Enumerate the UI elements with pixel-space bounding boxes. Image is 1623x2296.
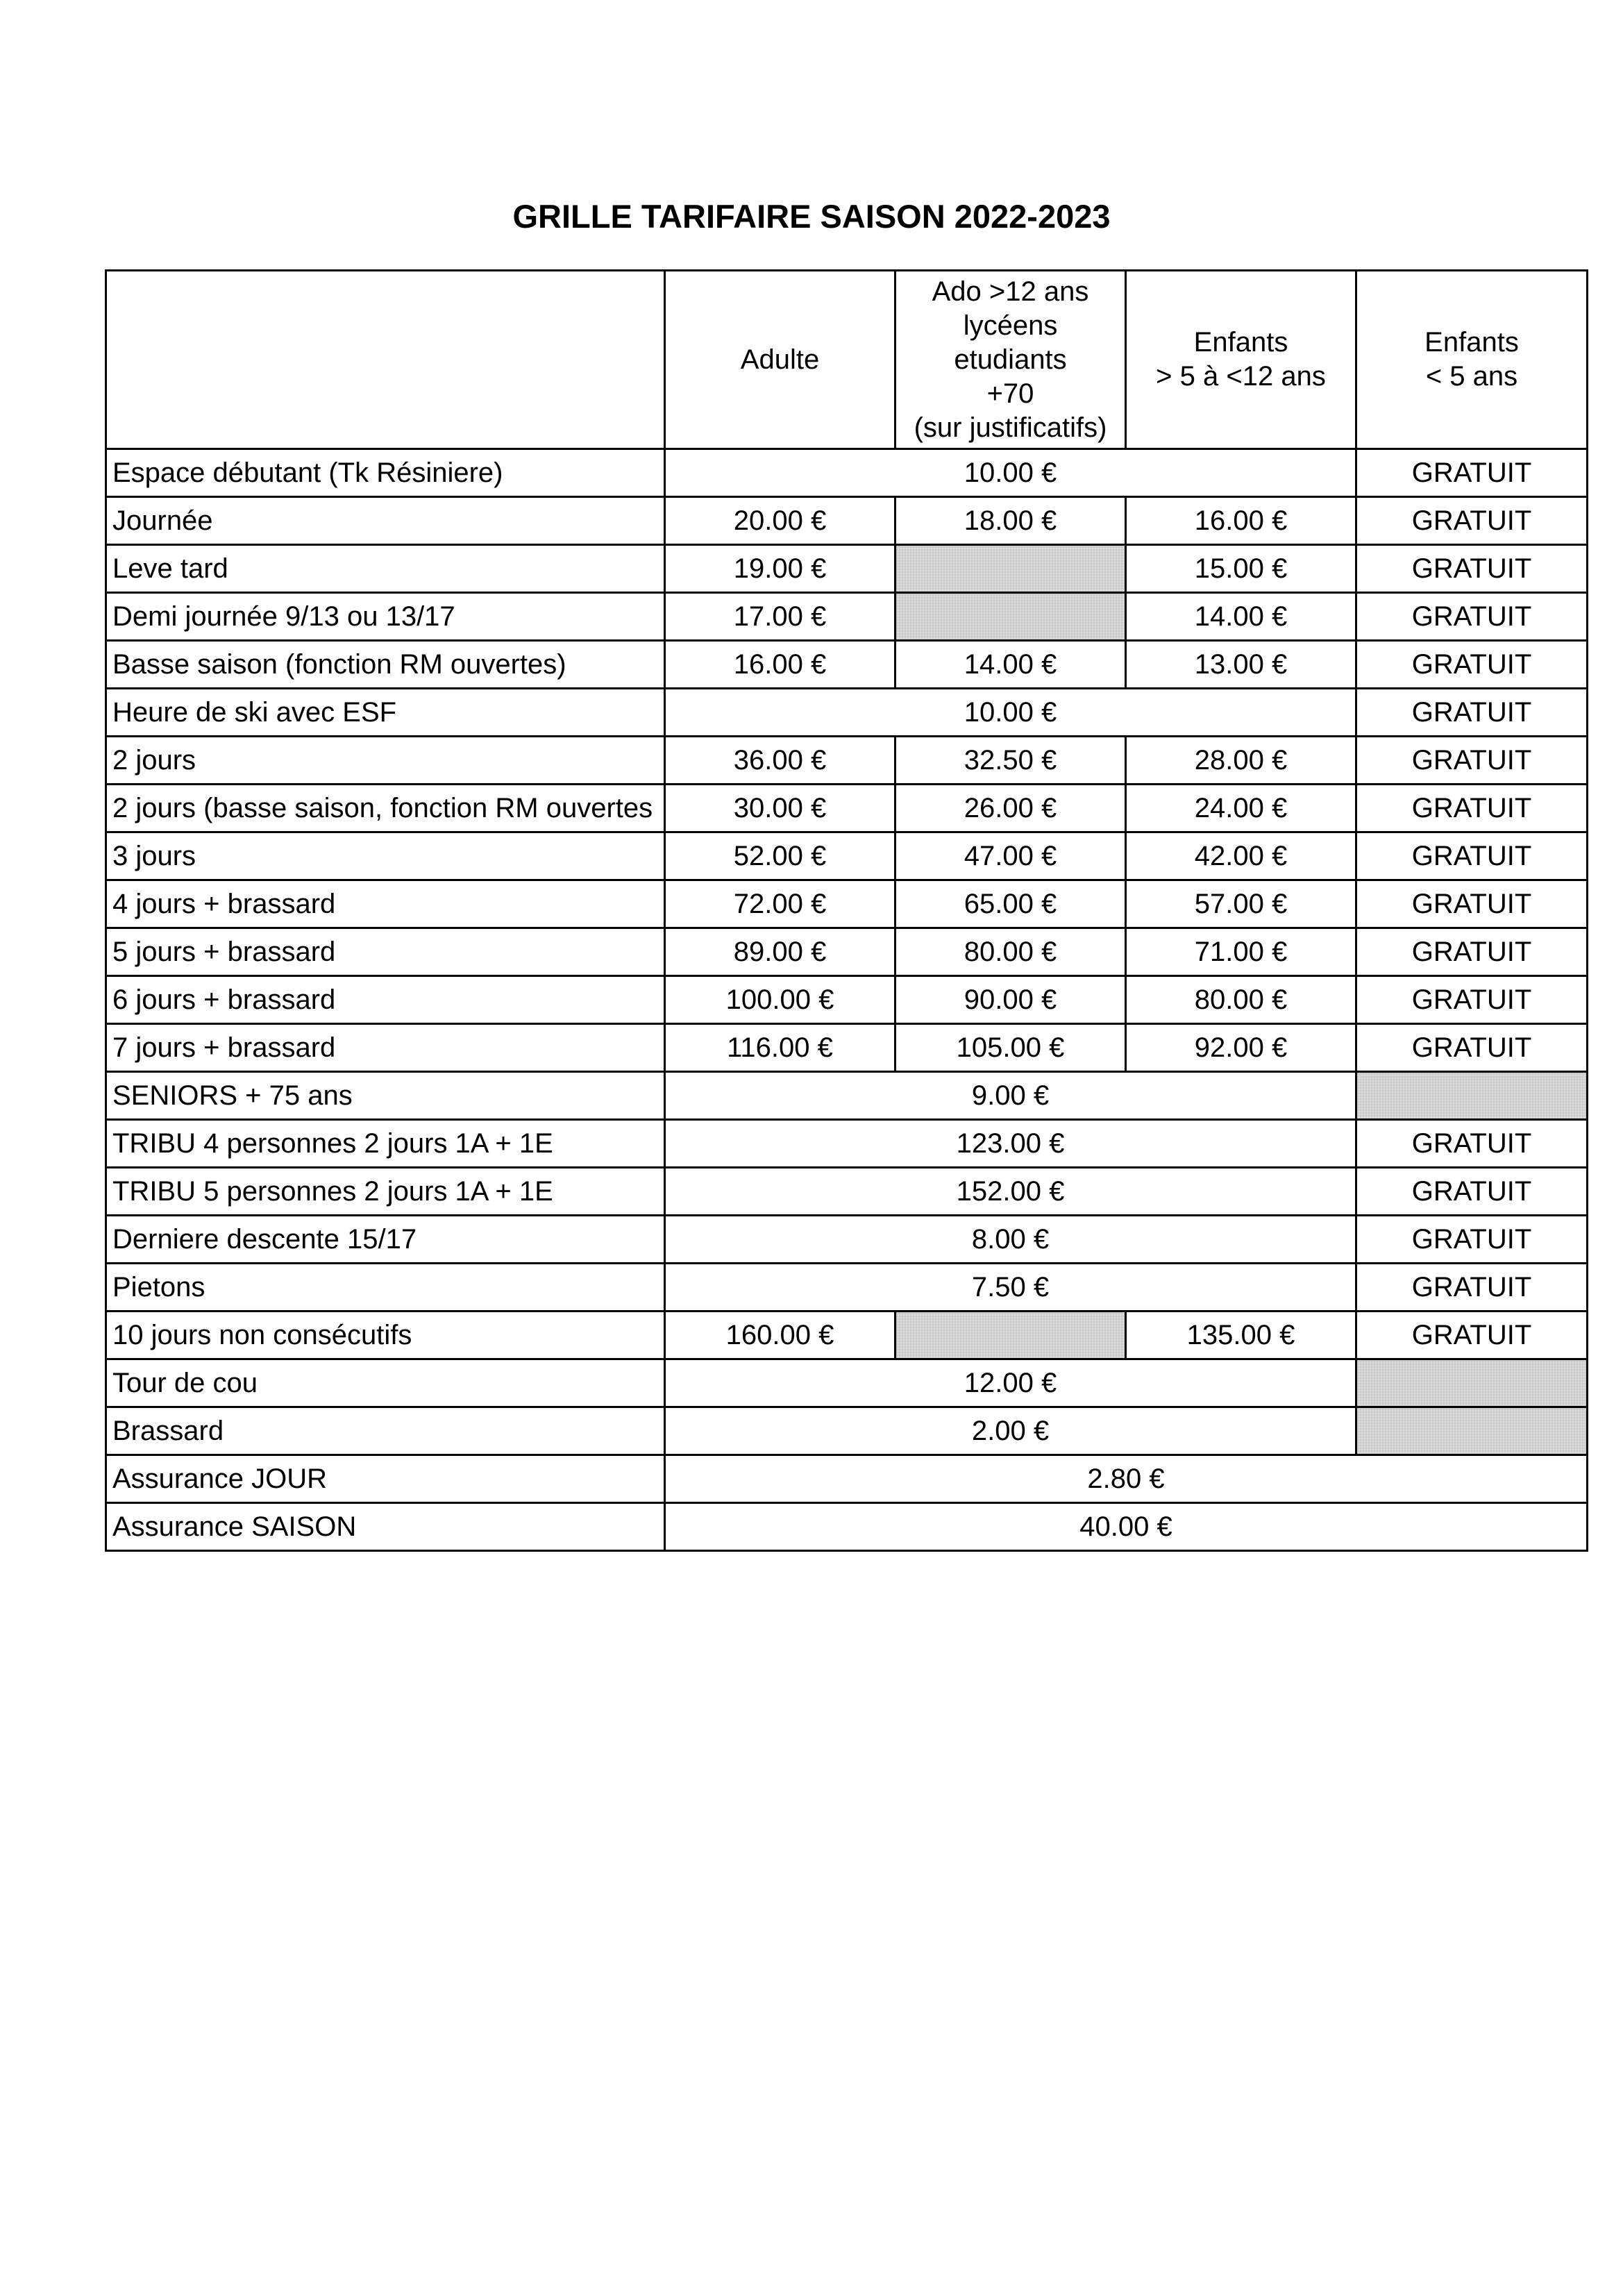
price-petits-unavailable [1356, 1072, 1588, 1120]
row-label: TRIBU 5 personnes 2 jours 1A + 1E [106, 1168, 665, 1216]
price-petits: GRATUIT [1356, 1216, 1588, 1264]
header-ado-line: +70 [986, 378, 1034, 409]
table-row [106, 737, 1588, 785]
row-label: Espace débutant (Tk Résiniere) [106, 449, 665, 497]
price-enfants: 24.00 € [1126, 785, 1356, 832]
table-row [106, 545, 1588, 593]
header-row [106, 271, 1588, 449]
table-row [106, 1120, 1588, 1168]
row-label: Journée [106, 497, 665, 545]
header-petits-line: < 5 ans [1425, 361, 1518, 392]
row-label: Heure de ski avec ESF [106, 689, 665, 737]
price-merged: 9.00 € [665, 1072, 1356, 1120]
price-petits: GRATUIT [1356, 785, 1588, 832]
price-table [105, 269, 1588, 1552]
price-adulte: 52.00 € [665, 832, 895, 880]
header-enfants [1126, 271, 1356, 449]
header-ado [895, 271, 1126, 449]
price-petits: GRATUIT [1356, 1312, 1588, 1359]
price-enfants: 14.00 € [1126, 593, 1356, 641]
row-label: Leve tard [106, 545, 665, 593]
table-row [106, 785, 1588, 832]
table-row [106, 497, 1588, 545]
price-merged: 152.00 € [665, 1168, 1356, 1216]
price-adulte: 19.00 € [665, 545, 895, 593]
page-title: GRILLE TARIFAIRE SAISON 2022-2023 [512, 198, 1111, 235]
price-ado: 18.00 € [895, 497, 1126, 545]
price-ado: 105.00 € [895, 1024, 1126, 1072]
price-petits: GRATUIT [1356, 1120, 1588, 1168]
row-label: Pietons [106, 1264, 665, 1312]
price-enfants: 135.00 € [1126, 1312, 1356, 1359]
table-row [106, 832, 1588, 880]
header-ado-line: Ado >12 ans [932, 276, 1089, 307]
header-petits-line: Enfants [1424, 327, 1519, 358]
price-ado: 65.00 € [895, 880, 1126, 928]
row-label: 4 jours + brassard [106, 880, 665, 928]
price-all: 2.80 € [665, 1455, 1588, 1503]
price-enfants: 71.00 € [1126, 928, 1356, 976]
price-ado: 14.00 € [895, 641, 1126, 689]
row-label: 5 jours + brassard [106, 928, 665, 976]
price-enfants: 92.00 € [1126, 1024, 1356, 1072]
table-row [106, 449, 1588, 497]
row-label: 7 jours + brassard [106, 1024, 665, 1072]
table-row [106, 1455, 1588, 1503]
price-petits: GRATUIT [1356, 832, 1588, 880]
price-ado: 32.50 € [895, 737, 1126, 785]
price-petits: GRATUIT [1356, 689, 1588, 737]
price-adulte: 30.00 € [665, 785, 895, 832]
price-merged: 10.00 € [665, 689, 1356, 737]
header-petits [1356, 271, 1588, 449]
price-petits: GRATUIT [1356, 449, 1588, 497]
price-petits: GRATUIT [1356, 497, 1588, 545]
price-adulte: 89.00 € [665, 928, 895, 976]
header-adulte: Adulte [665, 271, 895, 449]
table-row [106, 1216, 1588, 1264]
price-adulte: 20.00 € [665, 497, 895, 545]
price-petits-unavailable [1356, 1407, 1588, 1455]
row-label: 10 jours non consécutifs [106, 1312, 665, 1359]
price-adulte: 17.00 € [665, 593, 895, 641]
header-ado-line: (sur justificatifs) [914, 412, 1107, 443]
price-ado: 90.00 € [895, 976, 1126, 1024]
row-label: TRIBU 4 personnes 2 jours 1A + 1E [106, 1120, 665, 1168]
table-row [106, 1264, 1588, 1312]
price-ado: 47.00 € [895, 832, 1126, 880]
table-row [106, 593, 1588, 641]
row-label: Assurance SAISON [106, 1503, 665, 1551]
price-ado-unavailable [895, 593, 1126, 641]
price-petits: GRATUIT [1356, 593, 1588, 641]
header-empty [106, 271, 665, 449]
price-adulte: 160.00 € [665, 1312, 895, 1359]
price-petits: GRATUIT [1356, 1264, 1588, 1312]
price-adulte: 72.00 € [665, 880, 895, 928]
price-merged: 8.00 € [665, 1216, 1356, 1264]
row-label: Brassard [106, 1407, 665, 1455]
price-all: 40.00 € [665, 1503, 1588, 1551]
price-adulte: 36.00 € [665, 737, 895, 785]
table-row [106, 1312, 1588, 1359]
row-label: SENIORS + 75 ans [106, 1072, 665, 1120]
table-row [106, 976, 1588, 1024]
price-petits: GRATUIT [1356, 737, 1588, 785]
header-enfants-line: > 5 à <12 ans [1156, 361, 1326, 392]
row-label: 6 jours + brassard [106, 976, 665, 1024]
price-enfants: 80.00 € [1126, 976, 1356, 1024]
price-enfants: 42.00 € [1126, 832, 1356, 880]
price-merged: 123.00 € [665, 1120, 1356, 1168]
table-row [106, 1072, 1588, 1120]
row-label: Assurance JOUR [106, 1455, 665, 1503]
price-adulte: 100.00 € [665, 976, 895, 1024]
price-adulte: 16.00 € [665, 641, 895, 689]
price-enfants: 15.00 € [1126, 545, 1356, 593]
row-label: Basse saison (fonction RM ouvertes) [106, 641, 665, 689]
row-label: Tour de cou [106, 1359, 665, 1407]
price-petits: GRATUIT [1356, 1024, 1588, 1072]
table-row [106, 1503, 1588, 1551]
price-ado-unavailable [895, 1312, 1126, 1359]
price-ado-unavailable [895, 545, 1126, 593]
price-petits: GRATUIT [1356, 641, 1588, 689]
price-enfants: 57.00 € [1126, 880, 1356, 928]
price-enfants: 13.00 € [1126, 641, 1356, 689]
price-merged: 2.00 € [665, 1407, 1356, 1455]
row-label: Derniere descente 15/17 [106, 1216, 665, 1264]
row-label: Demi journée 9/13 ou 13/17 [106, 593, 665, 641]
price-petits-unavailable [1356, 1359, 1588, 1407]
table-row [106, 928, 1588, 976]
header-ado-line: etudiants [954, 344, 1067, 375]
price-petits: GRATUIT [1356, 1168, 1588, 1216]
row-label: 2 jours [106, 737, 665, 785]
price-petits: GRATUIT [1356, 545, 1588, 593]
price-merged: 7.50 € [665, 1264, 1356, 1312]
price-ado: 80.00 € [895, 928, 1126, 976]
row-label: 2 jours (basse saison, fonction RM ouvertes [106, 785, 665, 832]
table-row [106, 689, 1588, 737]
table-row [106, 880, 1588, 928]
table-row [106, 1024, 1588, 1072]
price-petits: GRATUIT [1356, 880, 1588, 928]
price-ado: 26.00 € [895, 785, 1126, 832]
price-adulte: 116.00 € [665, 1024, 895, 1072]
table-row [106, 641, 1588, 689]
price-merged: 12.00 € [665, 1359, 1356, 1407]
price-petits: GRATUIT [1356, 928, 1588, 976]
table-row [106, 1359, 1588, 1407]
price-enfants: 16.00 € [1126, 497, 1356, 545]
table-row [106, 1407, 1588, 1455]
price-merged: 10.00 € [665, 449, 1356, 497]
table-row [106, 1168, 1588, 1216]
header-ado-line: lycéens [963, 310, 1058, 341]
price-petits: GRATUIT [1356, 976, 1588, 1024]
row-label: 3 jours [106, 832, 665, 880]
price-enfants: 28.00 € [1126, 737, 1356, 785]
header-enfants-line: Enfants [1193, 327, 1288, 358]
